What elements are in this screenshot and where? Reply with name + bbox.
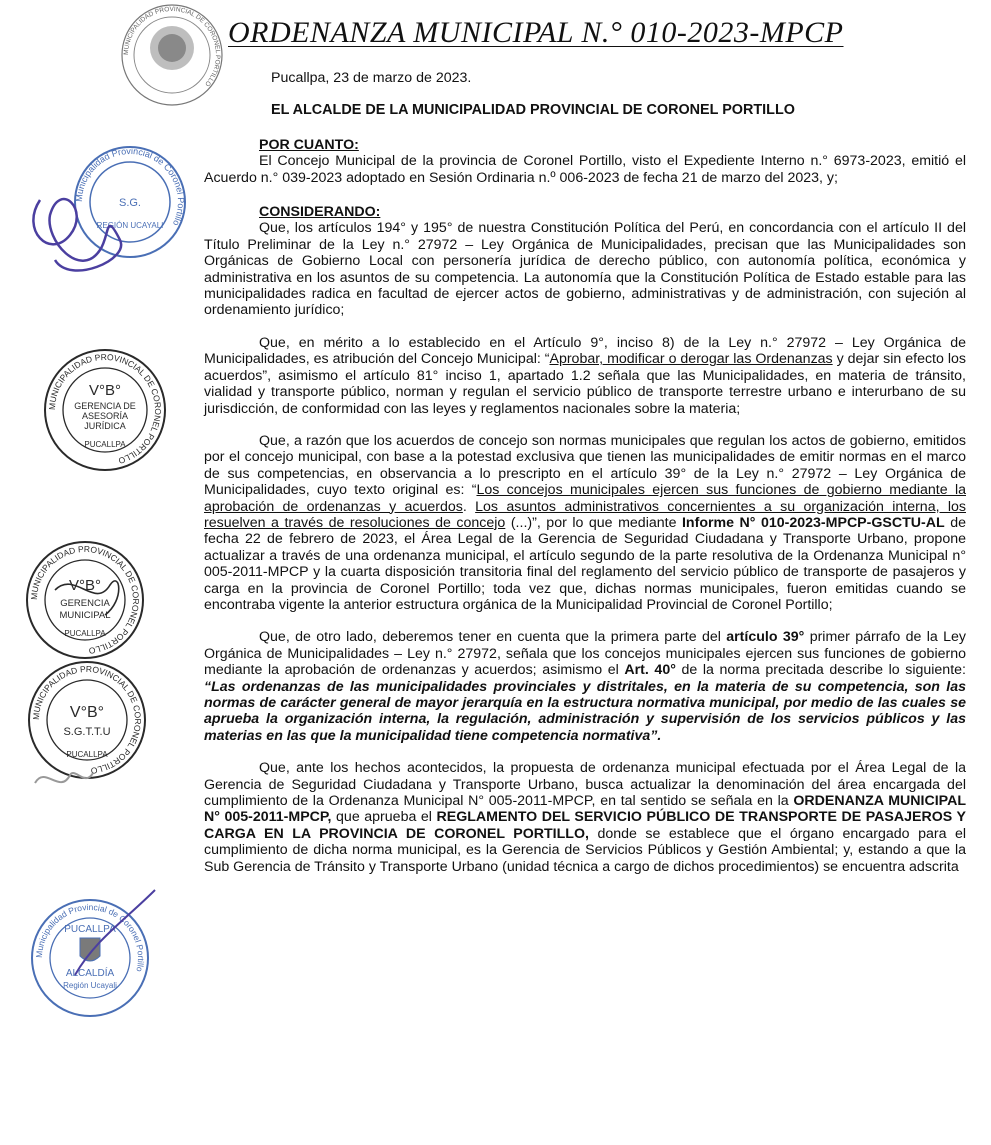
stamp-line-2: Región Ucayali xyxy=(63,981,117,990)
stamp-ring-text: MUNICIPALIDAD PROVINCIAL DE CORONEL PORTILLO xyxy=(46,351,164,467)
p3-text-b: (...)”, por lo que mediante xyxy=(505,514,682,531)
p5-text-c: donde se establece que el órgano encargado para el cumplimiento de dicha norma municipal, es la Gerencia de Servicios Públicos y Gestión Ambiental; y, estando a que la Sub Gerencia de Tránsito y Transporte Urbano (unidad técnica a cargo de dichos procedimientos) se encuentra adscrita xyxy=(204,825,967,875)
p3-text-c: de fecha 22 de febrero de 2023, el Área Legal de la Gerencia de Seguridad Ciudadana y Transporte Urbano, propone actualizar a través de una ordenanza municipal, el artículo segundo de la parte resolutiva de la Ordenanza Municipal n° 005-2011-MPCP y la cuarta disposición transitoria final del reglamento del servicio público de transporte de pasajeros y carga en la provincia de Coronel Portillo; toda vez que, dichas normas municipales, fueron emitidas cuando se encontraba vigente la anterior estructura orgánica de la Municipalidad Provincial de Coronel Portillo; xyxy=(204,514,966,613)
p4-text-a: Que, de otro lado, deberemos tener en cuenta que la primera parte del xyxy=(259,629,727,646)
p5-text-a: Que, ante los hechos acontecidos, la propuesta de ordenanza municipal efectuada por el Área Legal de la Gerencia de Seguridad Ciudadana y Transporte Urbano, busca actualizar la denominación del área encargada del cumplimiento de la Ordenanza Municipal N° 005-2011-MPCP, en tal sentido se señala en la xyxy=(204,760,966,810)
stamp-bottom-text: PUCALLPA xyxy=(84,440,126,449)
p4-text-c: de la norma precitada describe lo siguiente: xyxy=(675,662,966,679)
considerando-paragraph-5 xyxy=(204,760,966,875)
stamp-line-1: ALCALDÍA xyxy=(65,968,115,979)
stamp-line-2: MUNICIPAL xyxy=(59,610,111,621)
document-title: ORDENANZA MUNICIPAL N.° 010-2023-MPCP xyxy=(228,16,844,49)
p4-art-40: Art. 40° xyxy=(624,662,676,679)
signature-mark xyxy=(35,773,93,783)
p2-text-a: Que, en mérito a lo establecido en el Artículo 9°, inciso 8) de la Ley n.° 27972 – Ley Orgánica de Municipalidades, es atribución del Concejo Municipal: “ xyxy=(204,334,966,368)
stamp-center-text: S.G. xyxy=(118,197,142,209)
document-body xyxy=(204,70,966,875)
stamp-line-3: JURÍDICA xyxy=(84,421,126,431)
p2-text-b: y dejar sin efecto los acuerdos”, asimismo el artículo 81° inciso 1, apartado 1.2 señala que las Municipalidades, en materia de tránsito, vialidad y transporte público, norman y regulan el servicio público de transporte terrestre urbano e interurbano de su jurisdicción, de conformidad con las leyes y reglamentos nacionales sobre la materia; xyxy=(204,351,966,417)
stamp-line-1: GERENCIA DE xyxy=(74,401,136,411)
stamp-bottom-text: PUCALLPA xyxy=(64,629,106,638)
seal-ring-text: MUNICIPALIDAD PROVINCIAL DE CORONEL PORTILLO xyxy=(122,5,222,88)
stamp-gerencia-municipal xyxy=(15,540,165,660)
stamp-bottom-text: REGIÓN UCAYALI xyxy=(96,221,164,230)
p2-underlined: Aprobar, modificar o derogar las Ordenanzas xyxy=(549,351,833,368)
stamp-line-2: ASESORÍA xyxy=(81,411,129,421)
stamp-ring-text: MUNICIPALIDAD PROVINCIAL DE CORONEL PORTILLO xyxy=(30,663,144,776)
considerando-paragraph-4 xyxy=(204,629,966,744)
vb-mark: V°B° xyxy=(69,704,105,721)
vb-mark: V°B° xyxy=(88,382,122,399)
vb-mark: V°B° xyxy=(68,577,102,594)
coat-of-arms-icon xyxy=(80,938,100,961)
p3-separator: . xyxy=(462,498,476,515)
p5-text-b: que aprueba el xyxy=(331,809,437,826)
stamp-asesoria-juridica xyxy=(40,345,170,475)
stamp-ring-text: Municipalidad Provincial de Coronel Portillo xyxy=(73,145,187,228)
stamp-ring-text: MUNICIPALIDAD PROVINCIAL DE CORONEL PORTILLO xyxy=(28,543,142,656)
p5-ordenanza: ORDENANZA MUNICIPAL N° 005-2011-MPCP, xyxy=(204,793,966,826)
p4-articulo-39: artículo 39° xyxy=(726,629,805,646)
stamp-alcaldia xyxy=(15,880,165,1025)
stamp-bottom-text: PUCALLPA xyxy=(66,750,108,759)
date-line: Pucallpa, 23 de marzo de 2023. xyxy=(271,70,472,86)
stamp-sgttu xyxy=(15,655,165,800)
stamp-ring-text: Municipalidad Provincial de Coronel Portillo xyxy=(33,901,147,973)
p4-quote: “Las ordenanzas de las municipalidades provinciales y distritales, en la materia de su competencia, son las normas de carácter general de mayor jerarquía en la estructura normativa municipal, por medio de las cuales se aprueba la organización interna, la regulación, administración y supervisión de los servicios públicos y las materias en las que la municipalidad tiene competencia normativa”. xyxy=(204,678,966,744)
considerando-paragraph-2 xyxy=(204,335,966,417)
p5-reglamento: REGLAMENTO DEL SERVICIO PÚBLICO DE TRANSPORTE DE PASAJEROS Y CARGA EN LA PROVINCIA DE CORONEL PORTILLO, xyxy=(204,809,966,842)
stamp-top-text: PUCALLPA xyxy=(64,924,116,935)
considerando-paragraph-3 xyxy=(204,433,966,613)
stamp-line-1: S.G.T.T.U xyxy=(63,726,111,738)
p3-informe: Informe N° 010-2023-MPCP-GSCTU-AL xyxy=(681,514,945,531)
p3-text-a: Que, a razón que los acuerdos de concejo son normas municipales que regulan los actos de gobierno, emitidos por el concejo municipal, con base a la potestad exclusiva que tienen las municipalidades de emitir normas en el marco de sus competencias, en observancia a lo prescripto en el artículo 39° de la Ley n.° 27972 – Ley Orgánica de Municipalidades, cuyo texto original es: “ xyxy=(204,432,966,499)
svg-text:Municipalidad Provincial de Co xyxy=(74,146,186,227)
por-cuanto-heading: POR CUANTO: xyxy=(259,136,359,153)
p3-underlined-1: Los concejos municipales ejercen sus funciones de gobierno mediante la aprobación de ordenanzas y acuerdos xyxy=(204,482,966,515)
p3-underlined-2: Los asuntos administrativos concernientes a su organización interna, los resuelven a través de resoluciones de concejo xyxy=(204,498,966,531)
considerando-paragraph-1: Que, los artículos 194° y 195° de nuestra Constitución Política del Perú, en concordancia con el artículo II del Título Preliminar de la Ley n.° 27972 – Ley Orgánica de Municipalidades, precisan que las Municipalidades son Orgánicas de Gobierno Local con personería jurídica de derecho público, con autonomía política, económica y administrativa en los asuntos de su competencia. La autonomía que la Constitución Política de Estado estable para las municipalidades radica en facultad de ejercer actos de gobierno, administrativas y de administración, con sujeción al ordenamiento jurídico; xyxy=(204,220,966,319)
stamp-secretaria-general xyxy=(10,140,205,290)
alcalde-line: EL ALCALDE DE LA MUNICIPALIDAD PROVINCIAL DE CORONEL PORTILLO xyxy=(271,102,795,119)
considerando-heading: CONSIDERANDO: xyxy=(259,204,381,221)
p4-text-b: primer párrafo de la Ley Orgánica de Municipalidades – Ley n.° 27972, señala que los concejos municipales ejercen sus funciones de gobierno mediante la aprobación de ordenanzas y acuerdos; asimismo el xyxy=(204,629,967,679)
por-cuanto-paragraph: El Concejo Municipal de la provincia de Coronel Portillo, visto el Expediente Interno n.° 6973-2023, emitió el Acuerdo n.° 039-2023 adoptado en Sesión Ordinaria n.º 006-2023 de fecha 21 de marzo del 2023, y; xyxy=(204,153,966,186)
stamp-line-1: GERENCIA xyxy=(60,598,110,609)
